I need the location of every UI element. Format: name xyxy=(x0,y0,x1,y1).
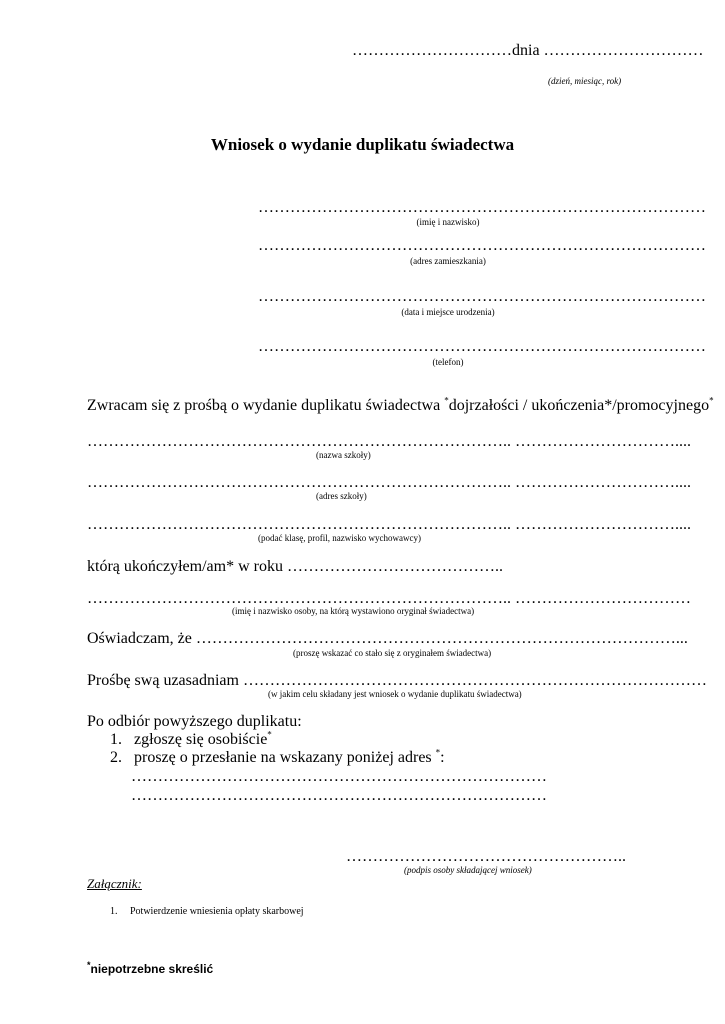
phone-field: ………………………………………………………………………… xyxy=(258,338,706,355)
footnote xyxy=(87,962,213,976)
address-caption: (adres zamieszkania) xyxy=(410,256,486,266)
attachment-item xyxy=(110,906,304,917)
option-label: zgłoszę się osobiście xyxy=(134,731,268,748)
birth-field: ………………………………………………………………………… xyxy=(258,288,706,305)
name-field: ………………………………………………………………………… xyxy=(258,199,706,216)
address-field: ………………………………………………………………………… xyxy=(258,237,706,254)
option-number: 1. xyxy=(110,731,122,748)
school-name-caption: (nazwa szkoły) xyxy=(316,450,371,460)
attachment-label: Potwierdzenie wniesienia opłaty skarbowej xyxy=(130,906,304,917)
footnote-text: niepotrzebne skreślić xyxy=(90,962,214,976)
class-caption: (podać klasę, profil, nazwisko wychowawcy) xyxy=(258,533,421,543)
attachment-heading: Załącznik: xyxy=(87,876,142,891)
signature-field: …………………………………………….. xyxy=(346,848,626,865)
pickup-option-1 xyxy=(110,731,272,749)
date-line: …………………………dnia ………………………… xyxy=(352,42,704,59)
signature-caption: (podpis osoby składającej wniosek) xyxy=(404,865,532,875)
name-caption: (imię i nazwisko) xyxy=(416,217,480,227)
justification-line: Prośbę swą uzasadniam …………………………………………………………………………… xyxy=(87,672,707,689)
option-star: * xyxy=(267,729,272,740)
justification-caption: (w jakim celu składany jest wniosek o wydanie duplikatu świadectwa) xyxy=(268,689,522,699)
pickup-heading: Po odbiór powyższego duplikatu: xyxy=(87,713,302,730)
option-star: * xyxy=(435,747,441,758)
school-address-field: …………………………………………………………………….. ………………………….... xyxy=(87,474,691,491)
date-caption: (dzień, miesiąc, rok) xyxy=(548,76,622,86)
footnote-star: * xyxy=(87,960,91,970)
page-title: Wniosek o wydanie duplikatu świadectwa xyxy=(210,135,515,154)
declaration-caption: (proszę wskazać co stało się z oryginałem świadectwa) xyxy=(293,648,492,658)
request-text: Zwracam się z prośbą o wydanie duplikatu świadectwa xyxy=(87,397,445,414)
option-label: proszę o przesłanie na wskazany poniżej adres xyxy=(134,749,436,766)
declaration-line: Oświadczam, że ………………………………………………………………………………... xyxy=(87,630,688,647)
original-holder-field: …………………………………………………………………….. …………………………… xyxy=(87,590,691,607)
phone-caption: (telefon) xyxy=(432,357,464,367)
option-colon: : xyxy=(440,749,445,766)
delivery-address-field-1: …………………………………………………………………… xyxy=(131,768,547,785)
request-sentence xyxy=(87,397,714,415)
request-types: dojrzałości / ukończenia*/promocyjnego xyxy=(448,397,710,414)
request-star: * xyxy=(444,395,449,406)
pickup-option-2 xyxy=(110,749,445,767)
school-address-caption: (adres szkoły) xyxy=(316,491,367,501)
class-field: …………………………………………………………………….. ………………………….... xyxy=(87,516,691,533)
birth-caption: (data i miejsce urodzenia) xyxy=(401,307,495,317)
delivery-address-field-2: …………………………………………………………………… xyxy=(131,787,547,804)
attachment-number: 1. xyxy=(110,906,118,917)
request-star: * xyxy=(709,395,714,406)
graduation-year-line: którą ukończyłem/am* w roku ………………………………….. xyxy=(87,558,503,575)
original-holder-caption: (imię i nazwisko osoby, na którą wystawiono oryginał świadectwa) xyxy=(232,606,475,616)
option-number: 2. xyxy=(110,749,122,766)
school-name-field: …………………………………………………………………….. ………………………….... xyxy=(87,433,691,450)
